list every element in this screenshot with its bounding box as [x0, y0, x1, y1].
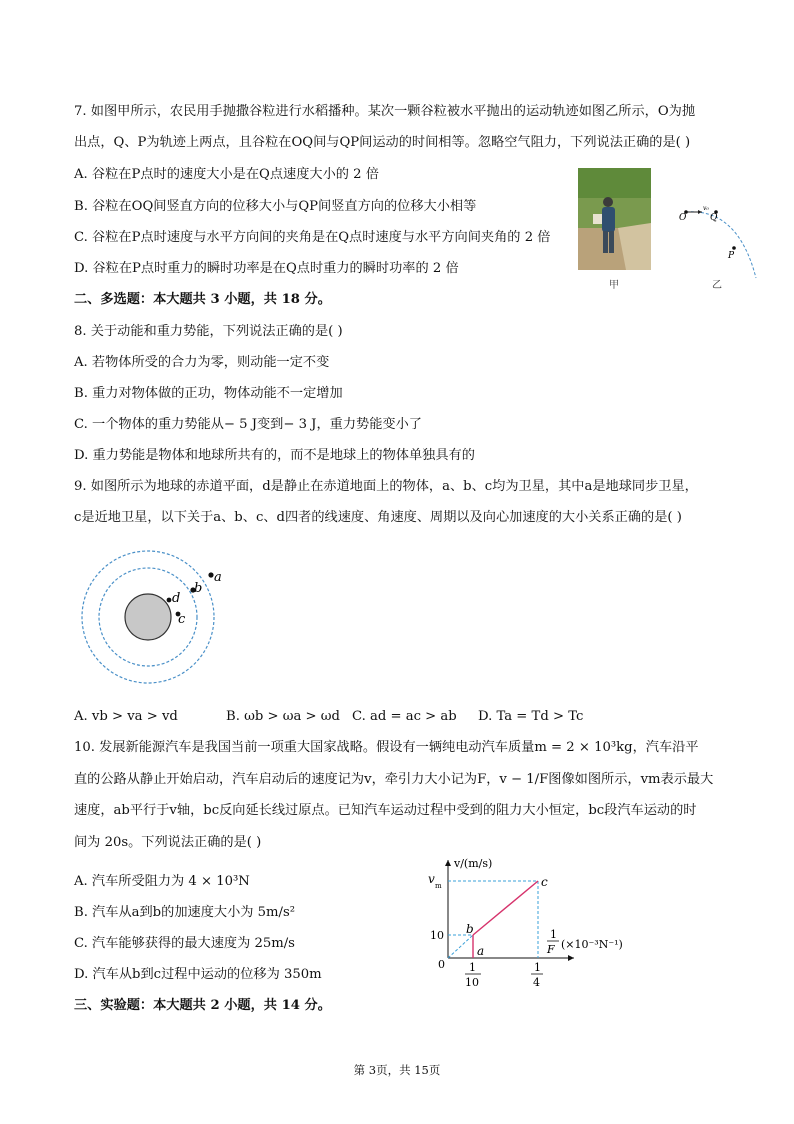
- graph-point-b: b: [466, 922, 474, 936]
- q9-stem-line2: c是近地卫星，以下关于a、b、c、d四者的线速度、角速度、周期以及向心加速度的大小关系正确的是( ): [74, 510, 682, 525]
- q9-option-c: C. ad = ac > ab: [352, 709, 457, 724]
- orbit-label-b: b: [194, 581, 203, 596]
- graph-x-tick2-num: 1: [534, 961, 541, 974]
- q7-stem-line2: 出点，Q、P为轨迹上两点，且谷粒在OQ间与QP间运动的时间相等。忽略空气阻力，下列说法正确的是( ): [74, 135, 691, 150]
- orbit-label-d: d: [172, 591, 181, 606]
- graph-vm-label: v: [428, 872, 435, 886]
- q10-stem-line4: 间为 20s。下列说法正确的是( ): [74, 835, 262, 850]
- q10-option-b: B. 汽车从a到b的加速度大小为 5m/s²: [74, 905, 296, 920]
- graph-vm-sub: m: [435, 882, 442, 890]
- q8-option-d: D. 重力势能是物体和地球所共有的，而不是地球上的物体单独具有的: [74, 448, 475, 463]
- graph-point-c: c: [541, 875, 548, 889]
- trajectory-diagram: [668, 168, 780, 288]
- q10-stem-line1: 10. 发展新能源汽车是我国当前一项重大国家战略。假设有一辆纯电动汽车质量m = 2 × 10³kg，汽车沿平: [74, 740, 699, 755]
- traj-label-q: Q: [710, 213, 718, 223]
- q9-option-d: D. Ta = Td > Tc: [478, 709, 584, 724]
- q10-option-d: D. 汽车从b到c过程中运动的位移为 350m: [74, 967, 322, 982]
- graph-origin: 0: [438, 958, 445, 971]
- section-3-heading: 三、实验题：本大题共 2 小题，共 14 分。: [74, 998, 331, 1013]
- q10-stem-line3: 速度，ab平行于v轴，bc反向延长线过原点。已知汽车运动过程中受到的阻力大小恒定，bc段汽车运动的时: [74, 803, 697, 818]
- q9-option-b: B. ωb > ωa > ωd: [226, 709, 340, 724]
- q7-option-a: A. 谷粒在P点时的速度大小是在Q点速度大小的 2 倍: [74, 167, 379, 182]
- graph-x-axis-den: F: [547, 943, 555, 956]
- traj-label-v0: v₀: [703, 205, 709, 212]
- q8-option-a: A. 若物体所受的合力为零，则动能一定不变: [74, 355, 330, 370]
- q8-option-c: C. 一个物体的重力势能从− 5 J变到− 3 J，重力势能变小了: [74, 417, 422, 432]
- graph-x-tick1-den: 10: [465, 976, 479, 989]
- page-footer: 第 3页，共 15页: [353, 1063, 441, 1077]
- graph-point-a: a: [477, 944, 485, 958]
- section-2-heading: 二、多选题：本大题共 3 小题，共 18 分。: [74, 292, 331, 307]
- q9-option-a: A. vb > va > vd: [74, 709, 178, 724]
- v-vs-inverse-f-graph: [418, 856, 643, 996]
- graph-x-tick1-num: 1: [469, 961, 476, 974]
- q8-option-b: B. 重力对物体做的正功，物体动能不一定增加: [74, 386, 343, 401]
- traj-label-o: O: [679, 213, 687, 223]
- graph-x-tick2-den: 4: [533, 976, 540, 989]
- orbit-label-c: c: [178, 612, 186, 627]
- q7-option-d: D. 谷粒在P点时重力的瞬时功率是在Q点时重力的瞬时功率的 2 倍: [74, 261, 459, 276]
- caption-jia: 甲: [609, 280, 619, 291]
- q7-stem-line1: 7. 如图甲所示，农民用手抛撒谷粒进行水稻播种。某次一颗谷粒被水平抛出的运动轨迹如图乙所示，O为抛: [74, 104, 696, 119]
- q10-stem-line2: 直的公路从静止开始启动，汽车启动后的速度记为v，牵引力大小记为F，v − 1/F图像如图所示，vm表示最大: [74, 772, 714, 787]
- segment-bc: [473, 881, 538, 935]
- caption-yi: 乙: [712, 280, 722, 291]
- q8-stem: 8. 关于动能和重力势能，下列说法正确的是( ): [74, 324, 343, 339]
- graph-x-axis-num: 1: [550, 928, 557, 941]
- graph-y-axis-label: v/(m/s): [454, 857, 493, 870]
- q7-option-b: B. 谷粒在OQ间竖直方向的位移大小与QP间竖直方向的位移大小相等: [74, 199, 477, 214]
- q9-stem-line1: 9. 如图所示为地球的赤道平面，d是静止在赤道地面上的物体，a、b、c均为卫星，其中a是地球同步卫星，: [74, 479, 698, 494]
- q10-option-c: C. 汽车能够获得的最大速度为 25m/s: [74, 936, 295, 951]
- q10-option-a: A. 汽车所受阻力为 4 × 10³N: [74, 874, 250, 889]
- orbit-label-a: a: [214, 570, 222, 585]
- graph-y-tick-10: 10: [430, 929, 444, 942]
- traj-label-p: P: [728, 251, 735, 261]
- farmer-photo: [578, 168, 651, 270]
- graph-x-axis-unit: (×10⁻³N⁻¹): [561, 938, 623, 951]
- orbit-diagram: [74, 545, 264, 705]
- q7-option-c: C. 谷粒在P点时速度与水平方向间的夹角是在Q点时速度与水平方向间夹角的 2 倍: [74, 230, 551, 245]
